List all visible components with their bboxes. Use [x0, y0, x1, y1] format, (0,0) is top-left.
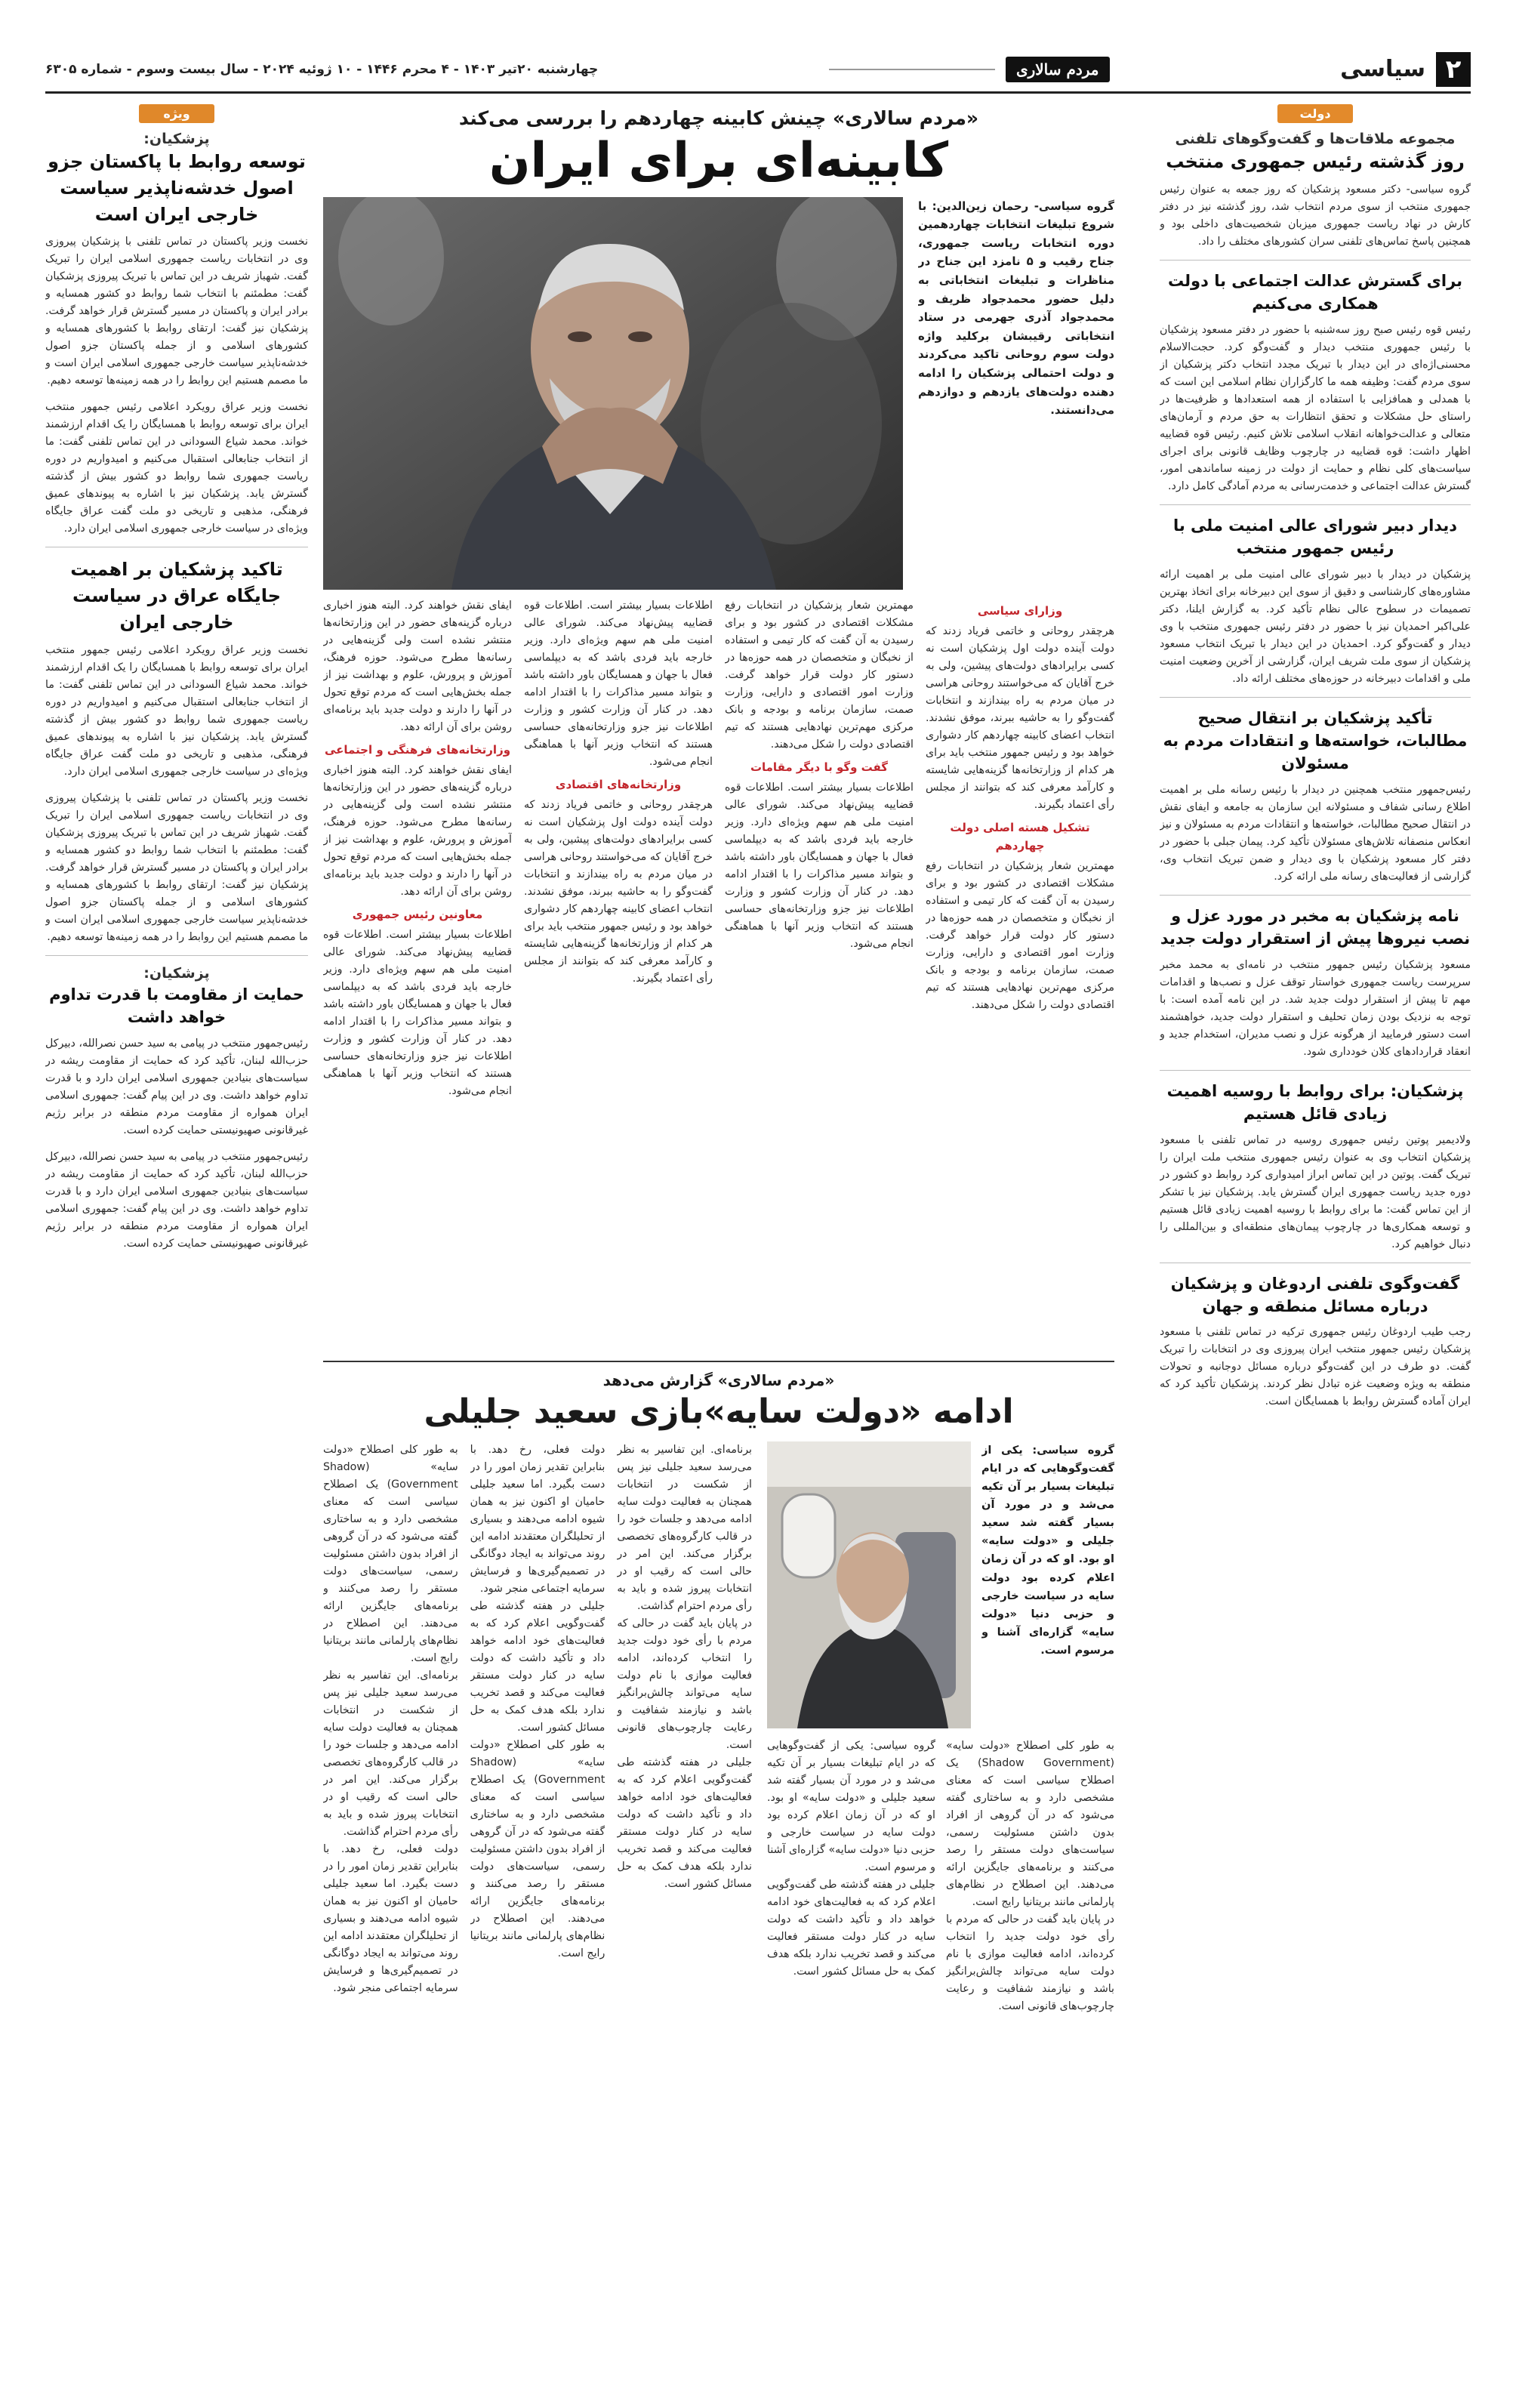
lower-headline[interactable]: ادامه «دولت سایه»بازی سعید جلیلی — [424, 1392, 1014, 1431]
lower-lead: گروه سیاسی: یکی از گفت‌وگوهایی که در ایام تبلیغات بسیار بر آن تکیه می‌شد و در مورد آن بسیار گفته شد سعید جلیلی و «دولت سایه» او بود. او که در آن زمان اعلام کرده بود دولت سایه در سیاست خارجی و حزبی دنیا «دولت سایه» گزاره‌ای آشنا و مرسوم است. — [981, 1444, 1114, 1657]
lower-under-col-1 — [946, 1737, 1114, 2378]
main-columns — [323, 597, 1114, 1428]
right-text-2: رئیس قوه رئیس صبح روز سه‌شنبه با حضور در دفتر مسعود پزشکیان با رئیس جمهوری منتخب دیدار و گفت‌وگو کرد. حجت‌الاسلام محسنی‌اژه‌ای در این دیدار با تبریک مجدد انتخاب دکتر پزشکیان از سوی مردم گفت: وظیفه همه ما کارگزاران نظام اسلامی این است که با همدلی و همافزایی با استفاده از همه استعدادها و ظرفیت‌ها در راستای حل مشکلات و تحقق انتظارات به حق مردم و آرمان‌های متعالی و عدالت‌خواهانه انقلاب اسلامی تلاش کنیم. رئیس قوه قضاییه اظهار داشت: قوه قضاییه در چارچوب وظایف قانونی برای اجرای سیاست‌های کلی نظام و حمایت از دولت در زمینه ساماندهی امور، گسترش عدالت اجتماعی و خدمت‌رسانی به مردم آمادگی کامل دارد. — [1160, 323, 1471, 492]
lower-col-1-text-c: جلیلی در هفته گذشته طی گفت‌وگویی اعلام کرد که به فعالیت‌های خود ادامه خواهد داد و تأکید داشت که دولت سایه در کنار دولت مستقر فعالیت می‌کند و قصد تخریب ندارد بلکه هدف کمک به حل مسائل کشور است. — [617, 1756, 752, 1890]
lower-col-1 — [617, 1441, 752, 2378]
right-kicker: مجموعه ملاقات‌ها و گفت‌وگوهای تلفنی — [1175, 131, 1456, 147]
page-number: ۲ — [1436, 52, 1471, 87]
lower-under-photo — [767, 1737, 1114, 2378]
main-article-body — [323, 197, 1114, 1428]
main-col-3-text: اطلاعات بسیار بیشتر است. اطلاعات قوه قضاییه پیش‌نهاد می‌کند. شورای عالی امنیت ملی هم سهم ویژه‌ای دارد. وزیر خارجه باید فردی باشد که به دیپلماسی فعال با جهان و همسایگان باور داشته باشد و بتواند مسیر مذاکرات را با اقتدار ادامه دهد. در کنار آن وزارت کشور و وزارت اطلاعات نیز جزو وزارتخانه‌های حساسی هستند که انتخاب وزیر آنها با هماهنگی انجام می‌شود. — [524, 599, 713, 768]
main-col-2 — [725, 597, 914, 1428]
left-column — [45, 104, 308, 2378]
main-col-4-text-c: اطلاعات بسیار بیشتر است. اطلاعات قوه قضاییه پیش‌نهاد می‌کند. شورای عالی امنیت ملی هم سهم ویژه‌ای دارد. وزیر خارجه باید فردی باشد که به دیپلماسی فعال با جهان و همسایگان باور داشته باشد و بتواند مسیر مذاکرات را با اقتدار ادامه دهد. در کنار آن وزارت کشور و وزارت اطلاعات نیز جزو وزارتخانه‌های حساسی هستند که انتخاب وزیر آنها با هماهنگی انجام می‌شود. — [323, 929, 512, 1098]
main-col-2-text-b: اطلاعات بسیار بیشتر است. اطلاعات قوه قضاییه پیش‌نهاد می‌کند. شورای عالی امنیت ملی هم سهم ویژه‌ای دارد. وزیر خارجه باید فردی باشد که به دیپلماسی فعال با جهان و همسایگان باور داشته باشد و بتواند مسیر مذاکرات را با اقتدار ادامه دهد. در کنار آن وزارت کشور و وزارت اطلاعات نیز جزو وزارتخانه‌های حساسی هستند که انتخاب وزیر آنها با هماهنگی انجام می‌شود. — [725, 781, 914, 950]
section-tag-government: دولت — [1277, 104, 1353, 123]
left-kicker-1: پزشکیان: — [143, 131, 210, 147]
right-heading-5: نامه پزشکیان به مخبر در مورد عزل و نصب نیروها پیش از استقرار دولت جدید — [1160, 906, 1471, 948]
right-text-3: پزشکیان در دیدار با دبیر شورای عالی امنیت ملی بر اهمیت ارائه مشاوره‌های کارشناسی و دقیق از سوی این دبیرخانه برای اتخاذ بهترین تصمیمات در سطوح عالی نظام تأکید کرد. به گزارش ایلنا، دکتر علی‌اکبر احمدیان نیز با حضور در دفتر رئیس جمهوری منتخب با وی دیدار و گفت‌وگو کرد. احمدیان در این دیدار با تبریک انتخاب مسعود پزشکیان از سوی ملت شریف ایران، گزارشی از آخرین وضعیت امنیت ملی و اقدامات دبیرخانه در حوزه‌های مختلف ارائه داد. — [1160, 568, 1471, 685]
left-text-2: نخست وزیر عراق رویکرد اعلامی رئیس جمهور منتخب ایران برای توسعه روابط با همسایگان را یک اقدام ارزشمند خواند. محمد شیاع السودانی در این تماس تلفنی گفت: ما از انتخاب جنابعالی استقبال می‌کنیم و امیدواریم در دوره ریاست جمهوری شما روابط دو کشور بیش از گذشته گسترش یابد. پزشکیان نیز با اشاره به پیوندهای عمیق فرهنگی، مذهبی و تاریخی دو ملت گفت عراق جایگاه ویژه‌ای در سیاست خارجی جمهوری اسلامی ایران دارد. — [45, 643, 308, 778]
lower-col-2-text-c: به طور کلی اصطلاح «دولت سایه» (Shadow Government) یک اصطلاح سیاسی است که معنای مشخصی دارد و به ساختاری گفته می‌شود که در آن گروهی از افراد بدون داشتن مسئولیت رسمی، سیاست‌های دولت مستقر را رصد می‌کنند و برنامه‌های جایگزین ارائه می‌دهند. این اصطلاح در نظام‌های پارلمانی مانند بریتانیا رایج است. — [470, 1739, 605, 1959]
section-tag-special: ویژه — [139, 104, 214, 123]
right-text-4: رئیس‌جمهور منتخب همچنین در دیدار با رئیس رسانه ملی بر اهمیت اطلاع رسانی شفاف و مسئولانه این سازمان به جامعه و ایفای نقش در انتقال صحیح مطالبات، خواسته‌ها و انتقادات مردم به مسئولان و نیز انعکاس منصفانه تلاش‌های مسئولان تأکید کرد. پیمان جبلی با حضور در دفتر کار مسعود پزشکیان با وی دیدار و ضمن تبریک انتخاب وی، گزارشی از فعالیت‌های رسانه ملی ارائه کرد. — [1160, 783, 1471, 883]
subhead-economic: وزارتخانه‌های اقتصادی — [555, 777, 682, 791]
main-lead: گروه سیاسی- رحمان زین‌الدین: با شروع تبلیغات انتخابات چهاردهمین دوره انتخابات ریاست جمهوری، جناح رقیب و ۵ نامزد این جناح در مناظرات و تبلیغات انتخاباتی به دلیل حضور محمدجواد ظریف و محمدجواد آذری جهرمی در ستاد انتخاباتی رقیبشان برکلید واژه دولت سوم روحانی تاکید می‌کردند و دولت احتمالی پزشکیان را ادامه دهنده دولت‌های یازدهم و دوازدهم می‌دانستند. — [918, 199, 1114, 418]
lower-under-col-1-text: به طور کلی اصطلاح «دولت سایه» (Shadow Government) یک اصطلاح سیاسی است که معنای مشخصی دارد و به ساختاری گفته می‌شود که در آن گروهی از افراد بدون داشتن مسئولیت رسمی، سیاست‌های دولت مستقر را رصد می‌کنند و برنامه‌های جایگزین ارائه می‌دهند. این اصطلاح در نظام‌های پارلمانی مانند بریتانیا رایج است. — [946, 1740, 1114, 1908]
right-text-1: گروه سیاسی- دکتر مسعود پزشکیان که روز جمعه به عنوان رئیس جمهوری منتخب از سوی مردم انتخاب شد، روز گذشته نیز در دفتر کارش در نهاد ریاست جمهوری میزبان شخصیت‌های داخلی بود و همچنین پاسخ تماس‌های تلفنی سران کشورهای مختلف را داد. — [1160, 183, 1471, 248]
subhead-other-officials: گفت وگو با دیگر مقامات — [750, 760, 889, 774]
president-photo-illustration — [323, 197, 903, 590]
issue-info: چهارشنبه ۲۰تیر ۱۴۰۳ - ۴ محرم ۱۴۴۶ - ۱۰ ژوئیه ۲۰۲۴ - سال بیست وسوم - شماره ۶۳۰۵ — [45, 61, 599, 77]
left-heading-3: حمایت از مقاومت با قدرت تداوم خواهد داشت — [49, 985, 304, 1027]
lower-col-3-text-c: دولت فعلی، رخ دهد. با بنابراین تقدیر زمان امور را در دست بگیرد. اما سعید جلیلی حامیان او اکنون نیز به همان شیوه ادامه می‌دهند و بسیاری از تحلیلگران معتقدند ادامه این روند می‌تواند به ایجاد دوگانگی در تصمیم‌گیری‌ها و فرسایش سرمایه اجتماعی منجر شود. — [323, 1843, 458, 1994]
masthead — [45, 47, 1471, 94]
lower-under-col-2-text-b: جلیلی در هفته گذشته طی گفت‌وگویی اعلام کرد که به فعالیت‌های خود ادامه خواهد داد و تأکید داشت که دولت سایه در کنار دولت مستقر فعالیت می‌کند و قصد تخریب ندارد بلکه هدف کمک به حل مسائل کشور است. — [767, 1879, 935, 1978]
newspaper-logo[interactable]: مردم سالاری — [1006, 57, 1110, 82]
right-heading-6: پزشکیان: برای روابط با روسیه اهمیت زیادی قائل هستیم — [1166, 1081, 1464, 1124]
main-col-4-text: ایفای نقش خواهند کرد. البته هنوز اخباری درباره گزینه‌های حضور در این وزارتخانه‌ها منتشر نشده است ولی گزینه‌هایی در رسانه‌ها مطرح می‌شود. حوزه فرهنگ، آموزش و پرورش، علوم و بهداشت نیز از جمله بخش‌هایی است که مردم توقع تحول در آنها را دارند و دولت جدید باید برنامه‌ای روشن برای آن ارائه دهد. — [323, 599, 512, 733]
lower-article — [323, 1361, 1114, 2378]
lower-under-col-2-text: گروه سیاسی: یکی از گفت‌وگوهایی که در ایام تبلیغات بسیار بر آن تکیه می‌شد و در مورد آن بسیار گفته شد سعید جلیلی و «دولت سایه» او بود. او که در آن زمان اعلام کرده بود دولت سایه در سیاست خارجی و حزبی دنیا «دولت سایه» گزاره‌ای آشنا و مرسوم است. — [767, 1740, 935, 1873]
main-col-2-text: مهمترین شعار پزشکیان در انتخابات رفع مشکلات اقتصادی در کشور بود و برای رسیدن به آن گفت که کار تیمی و استفاده از نخبگان و متخصصان در همه حوزه‌ها در دستور کار دولت قرار خواهد گرفت. وزارت امور اقتصادی و دارایی، وزارت صمت، سازمان برنامه و بودجه و بانک مرکزی مهم‌ترین نهادهایی هستند که تیم اقتصادی دولت را شکل می‌دهند. — [725, 599, 914, 751]
divider — [1160, 260, 1471, 261]
header-rule — [829, 69, 995, 70]
main-headline[interactable]: کابینه‌ای برای ایران — [488, 133, 949, 189]
divider — [1160, 504, 1471, 505]
right-text-7: رجب طیب اردوغان رئیس جمهوری ترکیه در تماس تلفنی با مسعود پزشکیان رئیس جمهور منتخب ایران پیروزی وی در انتخابات را تبریک گفت. دو طرف در این گفت‌وگو درباره مسائل دوجانبه و تحولات منطقه به ویژه وضعیت غزه تبادل نظر کردند. پزشکیان تأکید کرد که ایران آماده گسترش روابط با همسایگان است. — [1160, 1326, 1471, 1408]
left-text-1b: نخست وزیر عراق رویکرد اعلامی رئیس جمهور منتخب ایران برای توسعه روابط با همسایگان را یک اقدام ارزشمند خواند. محمد شیاع السودانی در این تماس تلفنی گفت: ما از انتخاب جنابعالی استقبال می‌کنیم و امیدواریم در دوره ریاست جمهوری شما روابط دو کشور بیش از گذشته گسترش یابد. پزشکیان نیز با اشاره به پیوندهای عمیق فرهنگی، مذهبی و تاریخی دو ملت گفت عراق جایگاه ویژه‌ای در سیاست خارجی جمهوری اسلامی ایران دارد. — [45, 401, 308, 535]
section-name: سیاسی — [1340, 56, 1425, 82]
main-col-1 — [926, 597, 1114, 1428]
main-col-4 — [323, 597, 512, 1428]
divider — [1160, 895, 1471, 896]
left-text-1: نخست وزیر پاکستان در تماس تلفنی با پزشکیان پیروزی وی در انتخابات ریاست جمهوری اسلامی ایران را تبریک گفت. شهباز شریف در این تماس با تبریک پیروزی پزشکیان گفت: مطمئنم با انتخاب شما روابط دو کشور همسایه و برادر ایران و پاکستان در مسیر گسترش قرار خواهد گرفت. پزشکیان نیز گفت: ارتقای روابط با کشورهای همسایه و کشورهای اسلامی و از جمله پاکستان جزو اصول خدشه‌ناپذیر سیاست خارجی جمهوری اسلامی ایران است و ما مصمم هستیم این روابط را در همه زمینه‌ها توسعه دهیم. — [45, 236, 308, 387]
right-text-5: مسعود پزشکیان رئیس جمهور منتخب در نامه‌ای به محمد مخبر سرپرست ریاست جمهوری خواستار توقف عزل و نصب‌ها و اقدامات مهم تا پیش از استقرار دولت جدید شد. در این نامه آمده است: با توجه به نزدیک بودن زمان تحلیف و استقرار دولت جدید، خواهشمند است دستور فرمایید از هرگونه عزل و نصب مدیران، استخدام جدید و انعقاد قراردادهای کلان خودداری شود. — [1160, 958, 1471, 1058]
left-heading-2: تاکید پزشکیان بر اهمیت جایگاه عراق در سیاست خارجی ایران — [70, 559, 283, 633]
subhead-political: وزارای سیاسی — [977, 603, 1063, 618]
divider — [45, 955, 308, 956]
right-heading-2: برای گسترش عدالت اجتماعی با دولت همکاری می‌کنیم — [1167, 271, 1463, 313]
left-text-3b: رئیس‌جمهور منتخب در پیامی به سید حسن نصرالله، دبیرکل حزب‌الله لبنان، تأکید کرد که حمایت از مقاومت ریشه در سیاست‌های بنیادین جمهوری اسلامی ایران دارد و با قدرت تداوم خواهد داشت. وی در این پیام گفت: جمهوری اسلامی ایران همواره از مقاومت مردم منطقه در برابر رژیم غیرقانونی صهیونیستی حمایت کرده است. — [45, 1150, 308, 1250]
lower-col-3 — [323, 1441, 458, 2378]
divider — [1160, 697, 1471, 698]
lower-under-col-2 — [767, 1737, 935, 2378]
lower-body — [323, 1441, 1114, 2378]
main-area — [323, 104, 1114, 2378]
left-kicker-2: پزشکیان: — [143, 964, 210, 982]
right-heading-7: گفت‌وگوی تلفنی اردوغان و پزشکیان درباره مسائل منطقه و جهان — [1170, 1274, 1460, 1316]
subhead-cultural: وزارتخانه‌های فرهنگی و اجتماعی — [324, 742, 511, 757]
lower-col-2 — [470, 1441, 605, 2378]
right-heading-1: روز گذشته رئیس جمهوری منتخب — [1166, 151, 1465, 172]
divider — [1160, 1070, 1471, 1071]
lower-col-1-text: برنامه‌ای. این تفاسیر به نظر می‌رسد سعید جلیلی نیز پس از شکست در انتخابات همچنان به فعالیت دولت سایه ادامه می‌دهد و جلسات خود را در قالب کارگروه‌های تخصصی برگزار می‌کند. این امر در حالی است که رقیب او در انتخابات پیروز شده و باید به رأی مردم احترام گذاشت. — [617, 1444, 752, 1612]
left-heading-1: توسعه روابط با پاکستان جزو اصول خدشه‌ناپذیر سیاست خارجی ایران است — [48, 151, 306, 225]
left-text-2b: نخست وزیر پاکستان در تماس تلفنی با پزشکیان پیروزی وی در انتخابات ریاست جمهوری اسلامی ایران را تبریک گفت. شهباز شریف در این تماس با تبریک پیروزی پزشکیان گفت: مطمئنم با انتخاب شما روابط دو کشور همسایه و برادر ایران و پاکستان در مسیر گسترش قرار خواهد گرفت. پزشکیان نیز گفت: ارتقای روابط با کشورهای همسایه و کشورهای اسلامی و از جمله پاکستان جزو اصول خدشه‌ناپذیر سیاست خارجی جمهوری اسلامی ایران است و ما مصمم هستیم این روابط را در همه زمینه‌ها توسعه دهیم. — [45, 791, 308, 943]
main-col-4-text-b: ایفای نقش خواهند کرد. البته هنوز اخباری درباره گزینه‌های حضور در این وزارتخانه‌ها منتشر نشده است ولی گزینه‌هایی در رسانه‌ها مطرح می‌شود. حوزه فرهنگ، آموزش و پرورش، علوم و بهداشت نیز از جمله بخش‌هایی است که مردم توقع تحول در آنها را دارند و دولت جدید باید برنامه‌ای روشن برای آن ارائه دهد. — [323, 763, 512, 898]
lower-col-1-text-b: در پایان باید گفت در حالی که مردم با رأی خود دولت جدید را انتخاب کرده‌اند، ادامه فعالیت موازی با نام دولت سایه می‌تواند چالش‌برانگیز باشد و نیازمند شفافیت و رعایت چارچوب‌های قانونی است. — [617, 1617, 752, 1751]
right-column — [1160, 104, 1471, 2378]
main-col-1-text-b: مهمترین شعار پزشکیان در انتخابات رفع مشکلات اقتصادی در کشور بود و برای رسیدن به آن گفت که کار تیمی و استفاده از نخبگان و متخصصان در همه حوزه‌ها در دستور کار دولت قرار خواهد گرفت. وزارت امور اقتصادی و دارایی، وزارت صمت، سازمان برنامه و بودجه و بانک مرکزی مهم‌ترین نهادهایی هستند که تیم اقتصادی دولت را شکل می‌دهند. — [926, 860, 1114, 1012]
main-col-3 — [524, 597, 713, 1428]
header-center — [829, 57, 1110, 82]
right-heading-4: تأکید پزشکیان بر انتقال صحیح مطالبات، خواسته‌ها و انتقادات مردم به مسئولان — [1163, 708, 1468, 773]
lower-col-3-text: به طور کلی اصطلاح «دولت سایه» (Shadow Government) یک اصطلاح سیاسی است که معنای مشخصی دارد و به ساختاری گفته می‌شود که در آن گروهی از افراد بدون داشتن مسئولیت رسمی، سیاست‌های دولت مستقر را رصد می‌کنند و برنامه‌های جایگزین ارائه می‌دهند. این اصطلاح در نظام‌های پارلمانی مانند بریتانیا رایج است. — [323, 1444, 458, 1664]
lower-columns — [323, 1441, 752, 2378]
main-col-3-text-b: هرچقدر روحانی و خاتمی فریاد زدند که دولت آینده دولت اول پزشکیان است نه کسی برایرادهای دولت‌های پیشین، ولی به خرج آقایان که می‌خواستند روحانی هراسی در میان مردم به راه بیندازند و انتخابات گفت‌وگو را به حاشیه ببرند، موفق نشدند. انتخاب اعضای کابینه چهاردهم کار دشواری خواهد بود و رئیس جمهور منتخب باید برای هر کدام از وزارتخانه‌ها گزینه‌هایی شایسته و کارآمد معرفی کند که بتوانند از مجلس رأی اعتماد بگیرند. — [524, 798, 713, 985]
lower-col-2-text: دولت فعلی، رخ دهد. با بنابراین تقدیر زمان امور را در دست بگیرد. اما سعید جلیلی حامیان او اکنون نیز به همان شیوه ادامه می‌دهند و بسیاری از تحلیلگران معتقدند ادامه این روند می‌تواند به ایجاد دوگانگی در تصمیم‌گیری‌ها و فرسایش سرمایه اجتماعی منجر شود. — [470, 1444, 605, 1595]
lower-col-3-text-b: برنامه‌ای. این تفاسیر به نظر می‌رسد سعید جلیلی نیز پس از شکست در انتخابات همچنان به فعالیت دولت سایه ادامه می‌دهد و جلسات خود را در قالب کارگروه‌های تخصصی برگزار می‌کند. این امر در حالی است که رقیب او در انتخابات پیروز شده و باید به رأی مردم احترام گذاشت. — [323, 1670, 458, 1838]
right-text-6: ولادیمیر پوتین رئیس جمهوری روسیه در تماس تلفنی با مسعود پزشکیان انتخاب وی به عنوان رئیس جمهوری منتخب ملت ایران را تبریک گفت. پوتین در این تماس ابراز امیدواری کرد روابط دو کشور در دوره جدید ریاست جمهوری ایران گسترش یابد. پزشکیان نیز با تشکر از این تماس گفت: ما برای روابط با روسیه اهمیت زیادی قائل هستیم و توسعه همکاری‌ها در چارچوب پیمان‌های منطقه‌ای و بین‌المللی را دنبال خواهیم کرد. — [1160, 1133, 1471, 1250]
main-kicker: «مردم سالاری» چینش کابینه چهاردهم را بررسی می‌کند — [458, 107, 979, 129]
right-heading-3: دیدار دبیر شورای عالی امنیت ملی با رئیس جمهور منتخب — [1172, 516, 1458, 558]
subhead-vice-presidents: معاونین رئیس جمهوری — [352, 907, 483, 921]
lower-col-2-text-b: جلیلی در هفته گذشته طی گفت‌وگویی اعلام کرد که به فعالیت‌های خود ادامه خواهد داد و تأکید داشت که دولت سایه در کنار دولت مستقر فعالیت می‌کند و قصد تخریب ندارد بلکه هدف کمک به حل مسائل کشور است. — [470, 1600, 605, 1734]
president-photo — [323, 197, 903, 590]
jalili-photo-illustration — [767, 1441, 971, 1728]
lower-under-col-1-text-b: در پایان باید گفت در حالی که مردم با رأی خود دولت جدید را انتخاب کرده‌اند، ادامه فعالیت موازی با نام دولت سایه می‌تواند چالش‌برانگیز باشد و نیازمند شفافیت و رعایت چارچوب‌های قانونی است. — [946, 1913, 1114, 2012]
main-col-1-text: هرچقدر روحانی و خاتمی فریاد زدند که دولت آینده دولت اول پزشکیان است نه کسی برایرادهای دولت‌های پیشین، ولی به خرج آقایان که می‌خواستند روحانی هراسی در میان مردم به راه بیندازند و انتخابات گفت‌وگو را به حاشیه ببرند، موفق نشدند. انتخاب اعضای کابینه چهاردهم کار دشواری خواهد بود و رئیس جمهور منتخب باید برای هر کدام از وزارتخانه‌ها گزینه‌هایی شایسته و کارآمد معرفی کند که بتوانند از مجلس رأی اعتماد بگیرند. — [926, 624, 1114, 811]
section-box — [1340, 52, 1471, 87]
lower-kicker: «مردم سالاری» گزارش می‌دهد — [602, 1371, 835, 1389]
jalili-photo — [767, 1441, 971, 1728]
subhead-core: تشکیل هسته اصلی دولت چهاردهم — [950, 820, 1090, 853]
left-text-3: رئیس‌جمهور منتخب در پیامی به سید حسن نصرالله، دبیرکل حزب‌الله لبنان، تأکید کرد که حمایت از مقاومت ریشه در سیاست‌های بنیادین جمهوری اسلامی ایران دارد و با قدرت تداوم خواهد داشت. وی در این پیام گفت: جمهوری اسلامی ایران همواره از مقاومت مردم منطقه در برابر رژیم غیرقانونی صهیونیستی حمایت کرده است. — [45, 1037, 308, 1136]
